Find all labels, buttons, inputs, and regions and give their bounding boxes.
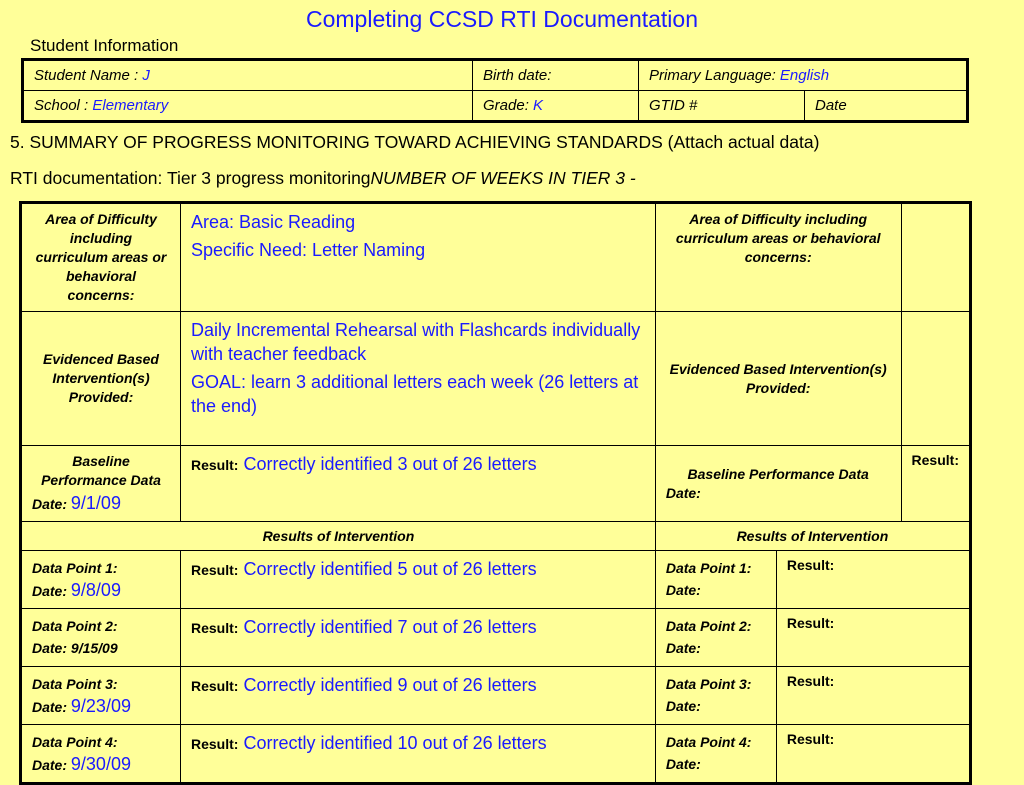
student-name-cell: Student Name : J bbox=[23, 60, 473, 91]
intervention-label: Evidenced Based Intervention(s) Provided: bbox=[21, 312, 181, 446]
section-heading: 5. SUMMARY OF PROGRESS MONITORING TOWARD ACHIEVING STANDARDS (Attach actual data) bbox=[10, 132, 820, 152]
progress-table bbox=[19, 201, 972, 785]
baseline-label: Baseline Performance Data Date: 9/1/09 bbox=[21, 446, 181, 522]
data-point-label-2: Data Point 3: Date: bbox=[655, 667, 776, 725]
data-point-label: Data Point 4: Date: 9/30/09 bbox=[21, 725, 181, 784]
data-point-result: Result: Correctly identified 7 out of 26 letters bbox=[181, 609, 656, 667]
data-point-result-2: Result: bbox=[776, 667, 970, 725]
table-row bbox=[21, 725, 971, 784]
area-label-2: Area of Difficulty including curriculum areas or behavioral concerns: bbox=[655, 203, 901, 312]
baseline-date-value: 9/1/09 bbox=[70, 493, 121, 513]
student-name-value: J bbox=[142, 67, 150, 84]
data-point-result-2: Result: bbox=[776, 609, 970, 667]
student-info-label: Student Information bbox=[30, 36, 179, 55]
grade-cell: Grade: K bbox=[473, 91, 639, 122]
primary-language-cell: Primary Language: English bbox=[639, 60, 968, 91]
data-point-result-2: Result: bbox=[776, 725, 970, 784]
data-point-label-2: Data Point 4: Date: bbox=[655, 725, 776, 784]
baseline-label-2: Baseline Performance Data Date: bbox=[655, 446, 901, 522]
data-point-label: Data Point 2: Date: 9/15/09 bbox=[21, 609, 181, 667]
intervention-label-2: Evidenced Based Intervention(s) Provided: bbox=[655, 312, 901, 446]
baseline-result-2: Result: bbox=[901, 446, 970, 522]
area-value: Area: Basic Reading Specific Need: Letter Naming bbox=[181, 203, 656, 312]
page-title: Completing CCSD RTI Documentation bbox=[305, 6, 698, 32]
intervention-value-2 bbox=[901, 312, 970, 446]
birth-date-cell: Birth date: bbox=[473, 60, 639, 91]
area-label: Area of Difficulty including curriculum areas or behavioral concerns: bbox=[21, 203, 181, 312]
data-point-label-2: Data Point 1: Date: bbox=[655, 551, 776, 609]
date-cell: Date bbox=[805, 91, 968, 122]
area-value-2 bbox=[901, 203, 970, 312]
rti-documentation-line: RTI documentation: Tier 3 progress monitoringNUMBER OF WEEKS IN TIER 3 - bbox=[10, 168, 636, 188]
results-header: Results of Intervention bbox=[21, 522, 656, 551]
data-point-result: Result: Correctly identified 9 out of 26 letters bbox=[181, 667, 656, 725]
table-row bbox=[21, 667, 971, 725]
table-row bbox=[21, 609, 971, 667]
student-info-table bbox=[21, 58, 969, 123]
school-value: Elementary bbox=[92, 97, 169, 114]
primary-language-value: English bbox=[779, 67, 830, 84]
data-point-result-2: Result: bbox=[776, 551, 970, 609]
gtid-cell: GTID # bbox=[639, 91, 805, 122]
results-header-2: Results of Intervention bbox=[655, 522, 970, 551]
data-point-label: Data Point 1: Date: 9/8/09 bbox=[21, 551, 181, 609]
data-point-result: Result: Correctly identified 5 out of 26 letters bbox=[181, 551, 656, 609]
baseline-result: Result: Correctly identified 3 out of 26 letters bbox=[181, 446, 656, 522]
intervention-value: Daily Incremental Rehearsal with Flashcards individually with teacher feedback GOAL: learn 3 additional letters each week (26 letters at the end) bbox=[181, 312, 656, 446]
data-point-result: Result: Correctly identified 10 out of 26 letters bbox=[181, 725, 656, 784]
data-point-label: Data Point 3: Date: 9/23/09 bbox=[21, 667, 181, 725]
grade-value: K bbox=[533, 97, 544, 114]
data-point-label-2: Data Point 2: Date: bbox=[655, 609, 776, 667]
table-row bbox=[21, 551, 971, 609]
school-cell: School : Elementary bbox=[23, 91, 473, 122]
